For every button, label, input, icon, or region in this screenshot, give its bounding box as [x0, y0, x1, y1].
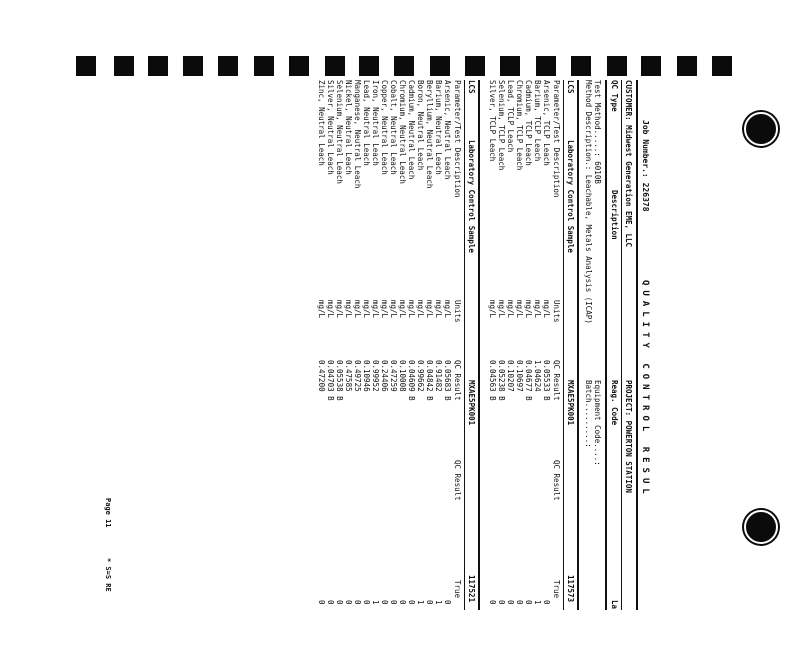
row-parameter: Lead, TCLP Leach	[506, 80, 515, 153]
qc-type-header: QC Type	[610, 80, 619, 112]
qc-report-page	[270, 80, 650, 610]
row-qc-result: 0.05538 B	[335, 360, 344, 401]
row-flag: 0	[407, 600, 416, 605]
section2-qc-type: LCS	[467, 80, 476, 94]
row-flag: 1	[434, 600, 443, 605]
binder-hole	[394, 56, 414, 76]
row-flag: 0	[398, 600, 407, 605]
rule	[605, 80, 607, 610]
binder-hole	[183, 56, 203, 76]
section1-qc-type: LCS	[566, 80, 575, 94]
reag-code-header: Reag. Code	[610, 380, 619, 426]
rule	[621, 80, 622, 610]
row-qc-result: 0.10697	[515, 360, 524, 392]
binder-hole	[607, 56, 627, 76]
row-units: mg/L	[362, 300, 371, 319]
row-flag: 0	[524, 600, 533, 605]
row-units: mg/L	[326, 300, 335, 319]
row-flag: 0	[362, 600, 371, 605]
section2-reag-code: MXAE5PK001	[467, 380, 476, 426]
row-units: mg/L	[335, 300, 344, 319]
rule	[478, 80, 480, 610]
section2-col-qc-result-2: QC Result	[453, 460, 462, 501]
row-qc-result: 0.24406	[380, 360, 389, 392]
row-qc-result: 0.99662	[416, 360, 425, 392]
binder-hole	[148, 56, 168, 76]
row-units: mg/L	[398, 300, 407, 319]
punch-hole-top	[744, 112, 778, 146]
la-header: La	[610, 600, 619, 610]
row-parameter: Cadmium, Neutral Leach	[407, 80, 416, 180]
row-qc-result: 0.10008	[398, 360, 407, 392]
section1-reag-code: MXAE5PK001	[566, 380, 575, 426]
rule	[636, 80, 638, 610]
section1-col-true: True	[552, 580, 561, 599]
row-parameter: Zinc, Neutral Leach	[317, 80, 326, 166]
section1-col-qc-result: QC Result	[552, 360, 561, 401]
row-parameter: Boron, Neutral Leach	[416, 80, 425, 171]
row-flag: 0	[326, 600, 335, 605]
row-flag: 0	[389, 600, 398, 605]
binder-hole	[677, 56, 697, 76]
row-qc-result: 1.04624	[533, 360, 542, 392]
row-units: mg/L	[380, 300, 389, 319]
row-flag: 0	[380, 600, 389, 605]
batch: Batch.........:	[584, 380, 593, 448]
row-units: mg/L	[389, 300, 398, 319]
binder-hole	[254, 56, 274, 76]
row-units: mg/L	[353, 300, 362, 319]
section2-col-param: Parameter/Test Description	[453, 80, 462, 198]
row-parameter: Nickel, Neutral Leach	[344, 80, 353, 175]
row-qc-result: 0.47259	[389, 360, 398, 392]
binder-strip	[76, 56, 776, 80]
row-qc-result: 0.47585	[344, 360, 353, 392]
row-units: mg/L	[425, 300, 434, 319]
row-flag: 1	[371, 600, 380, 605]
section1-col-units: Units	[552, 300, 561, 323]
row-parameter: Chromium, TCLP Leach	[515, 80, 524, 171]
section1-lab-no: 117573	[566, 575, 575, 603]
row-units: mg/L	[317, 300, 326, 319]
row-parameter: Arsenic, TCLP Leach	[542, 80, 551, 166]
row-qc-result: 0.10207	[506, 360, 515, 392]
row-qc-result: 0.05238 B	[497, 360, 506, 401]
section1-description: Laboratory Control Sample	[566, 140, 575, 253]
row-flag: 0	[317, 600, 326, 605]
row-units: mg/L	[443, 300, 452, 319]
row-parameter: Barium, Neutral Leach	[434, 80, 443, 175]
binder-hole	[571, 56, 591, 76]
binder-hole	[359, 56, 379, 76]
customer-line: CUSTOMER: Midwest Generation EME, LLC	[624, 80, 633, 248]
row-flag: 1	[416, 600, 425, 605]
row-flag: 0	[542, 600, 551, 605]
binder-hole	[289, 56, 309, 76]
row-flag: 0	[344, 600, 353, 605]
row-units: mg/L	[407, 300, 416, 319]
method-description: Method Description.: Leachable, Metals Analysis (ICAP)	[584, 80, 593, 324]
row-units: mg/L	[497, 300, 506, 319]
row-parameter: Chromium, Neutral Leach	[398, 80, 407, 184]
section1-col-qc-result-2: QC Result	[552, 460, 561, 501]
row-units: mg/L	[524, 300, 533, 319]
row-qc-result: 0.04563 B	[488, 360, 497, 401]
row-parameter: Cobalt, Neutral Leach	[389, 80, 398, 175]
binder-hole	[465, 56, 485, 76]
row-flag: 0	[497, 600, 506, 605]
row-parameter: Silver, TCLP Leach	[488, 80, 497, 162]
row-parameter: Selenium, Neutral Leach	[335, 80, 344, 184]
row-parameter: Silver, Neutral Leach	[326, 80, 335, 175]
project-line: PROJECT: POWERTON STATION	[624, 380, 633, 493]
scan-margin	[0, 0, 46, 618]
section2-description: Laboratory Control Sample	[467, 140, 476, 253]
section1-col-param: Parameter/Test Description	[552, 80, 561, 198]
row-parameter: Manganese, Neutral Leach	[353, 80, 362, 189]
binder-hole	[536, 56, 556, 76]
row-parameter: Copper, Neutral Leach	[380, 80, 389, 175]
row-units: mg/L	[416, 300, 425, 319]
row-flag: 0	[353, 600, 362, 605]
section2-lab-no: 117521	[467, 575, 476, 603]
row-qc-result: 0.04703 B	[326, 360, 335, 401]
binder-hole	[76, 56, 96, 76]
row-qc-result: 0.10946	[362, 360, 371, 392]
punch-hole-bottom	[744, 510, 778, 544]
row-parameter: Selenium, TCLP Leach	[497, 80, 506, 171]
row-qc-result: 0.05533 B	[542, 360, 551, 401]
row-qc-result: 0.91482	[434, 360, 443, 392]
job-number: Job Number.: 226378	[641, 120, 650, 212]
row-qc-result: 0.99952	[371, 360, 380, 392]
row-flag: 0	[335, 600, 344, 605]
rule	[563, 80, 564, 610]
row-qc-result: 0.49725	[353, 360, 362, 392]
page-number: Page 11	[104, 498, 112, 528]
rule	[577, 80, 579, 610]
binder-hole	[641, 56, 661, 76]
binder-hole	[218, 56, 238, 76]
binder-hole	[325, 56, 345, 76]
test-method: Test Method.....: 6010B	[593, 80, 602, 184]
section2-col-units: Units	[453, 300, 462, 323]
row-units: mg/L	[434, 300, 443, 319]
row-parameter: Iron, Neutral Leach	[371, 80, 380, 166]
row-qc-result: 0.04677 B	[524, 360, 533, 401]
row-qc-result: 0.04609 B	[407, 360, 416, 401]
row-units: mg/L	[515, 300, 524, 319]
row-units: mg/L	[371, 300, 380, 319]
binder-hole	[712, 56, 732, 76]
row-parameter: Lead, Neutral Leach	[362, 80, 371, 166]
rule	[464, 80, 465, 610]
row-qc-result: 0.04842 B	[425, 360, 434, 401]
binder-hole	[430, 56, 450, 76]
row-flag: 0	[425, 600, 434, 605]
row-parameter: Barium, TCLP Leach	[533, 80, 542, 162]
row-units: mg/L	[506, 300, 515, 319]
row-parameter: Beryllium, Neutral Leach	[425, 80, 434, 189]
row-parameter: Cadmium, TCLP Leach	[524, 80, 533, 166]
footer-right: * S=S RE	[104, 558, 112, 592]
row-units: mg/L	[542, 300, 551, 319]
row-units: mg/L	[533, 300, 542, 319]
row-units: mg/L	[488, 300, 497, 319]
row-flag: 0	[506, 600, 515, 605]
binder-hole	[500, 56, 520, 76]
row-flag: 0	[488, 600, 497, 605]
section2-col-true: True	[453, 580, 462, 599]
report-title: QUALITY CONTROL RESUL	[640, 280, 650, 499]
description-header: Description	[610, 190, 619, 240]
equipment-code: Equipment Code....:	[593, 380, 602, 466]
row-qc-result: 0.05683 B	[443, 360, 452, 401]
row-units: mg/L	[344, 300, 353, 319]
row-parameter: Arsenic, Neutral Leach	[443, 80, 452, 180]
row-flag: 0	[515, 600, 524, 605]
row-flag: 0	[443, 600, 452, 605]
row-flag: 1	[533, 600, 542, 605]
row-qc-result: 0.47200	[317, 360, 326, 392]
binder-hole	[114, 56, 134, 76]
section2-col-qc-result: QC Result	[453, 360, 462, 401]
